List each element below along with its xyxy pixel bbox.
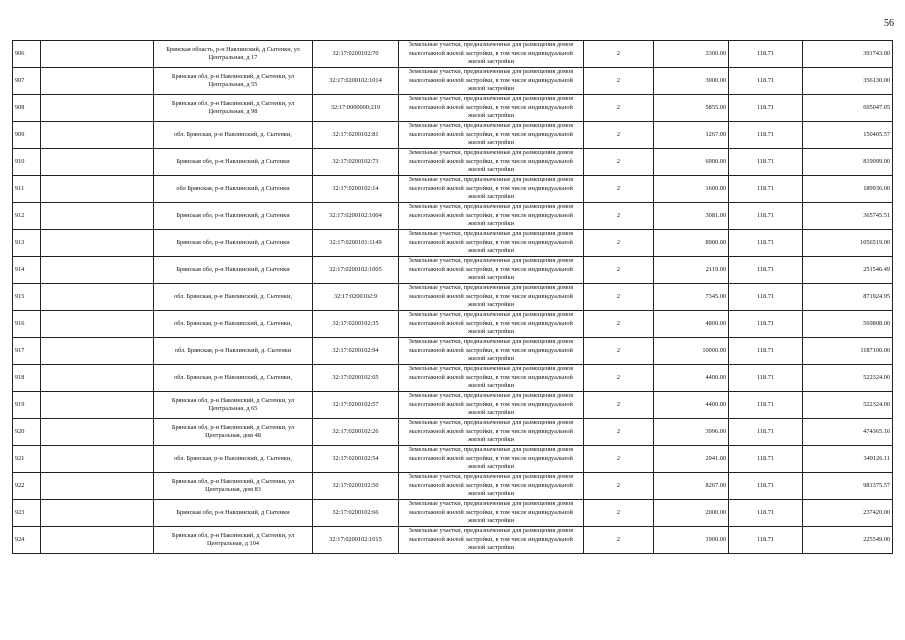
spacer-cell xyxy=(41,203,154,230)
table-row xyxy=(13,473,893,500)
cadastral-number-cell: 32:17:0200102:73 xyxy=(313,149,399,176)
spacer-cell xyxy=(41,176,154,203)
rate-cell: 118.71 xyxy=(729,338,803,365)
area-cell: 4400.00 xyxy=(654,392,729,419)
row-number-cell: 912 xyxy=(13,203,41,230)
address-cell: Брянская область, р-н Навлинский, д Сытенки, ул Центральная, д 17 xyxy=(154,41,313,68)
land-use-cell: Земельные участки, предназначенные для размещения домов малоэтажной жилой застройки, в том числе индивидуальной жилой застройки xyxy=(399,284,584,311)
cadastral-cost-cell: 356130.00 xyxy=(803,68,893,95)
table-row xyxy=(13,41,893,68)
row-number-cell: 913 xyxy=(13,230,41,257)
rate-cell: 118.71 xyxy=(729,95,803,122)
spacer-cell xyxy=(41,122,154,149)
table-row xyxy=(13,365,893,392)
category-cell: 2 xyxy=(584,419,654,446)
land-use-cell: Земельные участки, предназначенные для размещения домов малоэтажной жилой застройки, в том числе индивидуальной жилой застройки xyxy=(399,68,584,95)
spacer-cell xyxy=(41,365,154,392)
area-cell: 3081.00 xyxy=(654,203,729,230)
address-cell: обл. Брянская, р-н Навлинский, д. Сытенки, xyxy=(154,284,313,311)
area-cell: 4800.00 xyxy=(654,311,729,338)
row-number-cell: 911 xyxy=(13,176,41,203)
address-cell: Брянская обл, р-н Навлинский, д Сытенки xyxy=(154,500,313,527)
land-use-cell: Земельные участки, предназначенные для размещения домов малоэтажной жилой застройки, в том числе индивидуальной жилой застройки xyxy=(399,95,584,122)
cadastral-cost-cell: 871924.95 xyxy=(803,284,893,311)
land-use-cell: Земельные участки, предназначенные для размещения домов малоэтажной жилой застройки, в том числе индивидуальной жилой застройки xyxy=(399,203,584,230)
row-number-cell: 906 xyxy=(13,41,41,68)
land-use-cell: Земельные участки, предназначенные для размещения домов малоэтажной жилой застройки, в том числе индивидуальной жилой застройки xyxy=(399,41,584,68)
cadastral-number-cell: 32:17:0200102:65 xyxy=(313,365,399,392)
cadastral-cost-cell: 474365.16 xyxy=(803,419,893,446)
spacer-cell xyxy=(41,527,154,554)
category-cell: 2 xyxy=(584,257,654,284)
table-row xyxy=(13,446,893,473)
category-cell: 2 xyxy=(584,338,654,365)
cadastral-number-cell: 32:17:0200102:94 xyxy=(313,338,399,365)
area-cell: 5855.00 xyxy=(654,95,729,122)
cadastral-cost-cell: 522324.00 xyxy=(803,365,893,392)
cadastral-cost-cell: 365745.51 xyxy=(803,203,893,230)
spacer-cell xyxy=(41,392,154,419)
row-number-cell: 921 xyxy=(13,446,41,473)
land-use-cell: Земельные участки, предназначенные для размещения домов малоэтажной жилой застройки, в том числе индивидуальной жилой застройки xyxy=(399,122,584,149)
rate-cell: 118.71 xyxy=(729,203,803,230)
row-number-cell: 918 xyxy=(13,365,41,392)
land-use-cell: Земельные участки, предназначенные для размещения домов малоэтажной жилой застройки, в том числе индивидуальной жилой застройки xyxy=(399,365,584,392)
table-row xyxy=(13,176,893,203)
address-cell: Брянская обл, р-н Навлинский, д Сытенки, ул Центральная, дом 48 xyxy=(154,419,313,446)
rate-cell: 118.71 xyxy=(729,527,803,554)
rate-cell: 118.71 xyxy=(729,473,803,500)
address-cell: Брянская обл, р-н Навлинский, д Сытенки, ул Центральная, д 98 xyxy=(154,95,313,122)
land-use-cell: Земельные участки, предназначенные для размещения домов малоэтажной жилой застройки, в том числе индивидуальной жилой застройки xyxy=(399,311,584,338)
cadastral-cost-cell: 1056519.00 xyxy=(803,230,893,257)
cadastral-cost-cell: 189936.00 xyxy=(803,176,893,203)
table-row xyxy=(13,122,893,149)
row-number-cell: 908 xyxy=(13,95,41,122)
cadastral-cost-cell: 981375.57 xyxy=(803,473,893,500)
land-use-cell: Земельные участки, предназначенные для размещения домов малоэтажной жилой застройки, в том числе индивидуальной жилой застройки xyxy=(399,500,584,527)
spacer-cell xyxy=(41,311,154,338)
table-row xyxy=(13,230,893,257)
land-use-cell: Земельные участки, предназначенные для размещения домов малоэтажной жилой застройки, в том числе индивидуальной жилой застройки xyxy=(399,527,584,554)
page-number: 56 xyxy=(884,18,894,29)
cadastral-number-cell: 32:17:0200102:70 xyxy=(313,41,399,68)
row-number-cell: 907 xyxy=(13,68,41,95)
address-cell: Брянская обл, р-н Навлинский, д Сытенки, ул Центральная, дом 83 xyxy=(154,473,313,500)
row-number-cell: 914 xyxy=(13,257,41,284)
row-number-cell: 910 xyxy=(13,149,41,176)
area-cell: 3300.00 xyxy=(654,41,729,68)
cadastral-cost-cell: 819099.00 xyxy=(803,149,893,176)
row-number-cell: 924 xyxy=(13,527,41,554)
row-number-cell: 923 xyxy=(13,500,41,527)
category-cell: 2 xyxy=(584,203,654,230)
table-row xyxy=(13,149,893,176)
area-cell: 4400.00 xyxy=(654,365,729,392)
land-use-cell: Земельные участки, предназначенные для размещения домов малоэтажной жилой застройки, в том числе индивидуальной жилой застройки xyxy=(399,257,584,284)
rate-cell: 118.71 xyxy=(729,311,803,338)
spacer-cell xyxy=(41,500,154,527)
cadastral-number-cell: 32:17:0200102:26 xyxy=(313,419,399,446)
cadastral-number-cell: 32:17:0000000:219 xyxy=(313,95,399,122)
cadastral-cost-cell: 349126.11 xyxy=(803,446,893,473)
address-cell: Брянская обл, р-н Навлинский, д Сытенки, ул Центральная, д 55 xyxy=(154,68,313,95)
area-cell: 1900.00 xyxy=(654,527,729,554)
area-cell: 2119.00 xyxy=(654,257,729,284)
rate-cell: 118.71 xyxy=(729,176,803,203)
rate-cell: 118.71 xyxy=(729,446,803,473)
spacer-cell xyxy=(41,68,154,95)
land-use-cell: Земельные участки, предназначенные для размещения домов малоэтажной жилой застройки, в том числе индивидуальной жилой застройки xyxy=(399,473,584,500)
spacer-cell xyxy=(41,257,154,284)
table-row xyxy=(13,257,893,284)
address-cell: обл. Брянская, р-н Навлинский, д. Сытенки xyxy=(154,338,313,365)
area-cell: 1600.00 xyxy=(654,176,729,203)
area-cell: 1267.00 xyxy=(654,122,729,149)
category-cell: 2 xyxy=(584,392,654,419)
land-use-cell: Земельные участки, предназначенные для размещения домов малоэтажной жилой застройки, в том числе индивидуальной жилой застройки xyxy=(399,230,584,257)
address-cell: Брянская обл, р-н Навлинский, д Сытенки xyxy=(154,230,313,257)
category-cell: 2 xyxy=(584,527,654,554)
address-cell: обл. Брянская, р-н Навлинский, д. Сытенки, xyxy=(154,311,313,338)
cadastral-cost-cell: 251546.49 xyxy=(803,257,893,284)
rate-cell: 118.71 xyxy=(729,284,803,311)
table-row xyxy=(13,392,893,419)
table-row xyxy=(13,500,893,527)
area-cell: 2941.00 xyxy=(654,446,729,473)
cadastral-number-cell: 32:17:0200102:14 xyxy=(313,176,399,203)
cadastral-cost-cell: 225549.00 xyxy=(803,527,893,554)
table-row xyxy=(13,527,893,554)
area-cell: 10000.00 xyxy=(654,338,729,365)
cadastral-number-cell: 32:17:0200102:1005 xyxy=(313,257,399,284)
land-use-cell: Земельные участки, предназначенные для размещения домов малоэтажной жилой застройки, в том числе индивидуальной жилой застройки xyxy=(399,149,584,176)
category-cell: 2 xyxy=(584,311,654,338)
cadastral-number-cell: 32:17:0200102:57 xyxy=(313,392,399,419)
table-body xyxy=(13,41,893,554)
rate-cell: 118.71 xyxy=(729,392,803,419)
category-cell: 2 xyxy=(584,176,654,203)
table-row xyxy=(13,311,893,338)
address-cell: Брянская обл, р-н Навлинский, д Сытенки xyxy=(154,203,313,230)
category-cell: 2 xyxy=(584,446,654,473)
table-row xyxy=(13,203,893,230)
rate-cell: 118.71 xyxy=(729,41,803,68)
land-use-cell: Земельные участки, предназначенные для размещения домов малоэтажной жилой застройки, в том числе индивидуальной жилой застройки xyxy=(399,392,584,419)
spacer-cell xyxy=(41,338,154,365)
row-number-cell: 915 xyxy=(13,284,41,311)
spacer-cell xyxy=(41,230,154,257)
table-row xyxy=(13,284,893,311)
address-cell: Брянская обл, р-н Навлинский, д Сытенки xyxy=(154,257,313,284)
cadastral-number-cell: 32:17:0200102:50 xyxy=(313,473,399,500)
table-row xyxy=(13,95,893,122)
address-cell: обл. Брянская, р-н Навлинский, д. Сытенки, xyxy=(154,365,313,392)
table-row xyxy=(13,338,893,365)
address-cell: Брянская обл, р-н Навлинский, д Сытенки, ул Центральная, д 104 xyxy=(154,527,313,554)
rate-cell: 118.71 xyxy=(729,230,803,257)
cadastral-number-cell: 32:17:0200102:1014 xyxy=(313,68,399,95)
cadastral-cost-cell: 695047.05 xyxy=(803,95,893,122)
table-row xyxy=(13,419,893,446)
rate-cell: 118.71 xyxy=(729,68,803,95)
land-registry-table xyxy=(12,40,893,554)
land-use-cell: Земельные участки, предназначенные для размещения домов малоэтажной жилой застройки, в том числе индивидуальной жилой застройки xyxy=(399,176,584,203)
cadastral-cost-cell: 569808.00 xyxy=(803,311,893,338)
rate-cell: 118.71 xyxy=(729,500,803,527)
category-cell: 2 xyxy=(584,500,654,527)
area-cell: 8267.00 xyxy=(654,473,729,500)
category-cell: 2 xyxy=(584,95,654,122)
cadastral-cost-cell: 237420.00 xyxy=(803,500,893,527)
row-number-cell: 922 xyxy=(13,473,41,500)
category-cell: 2 xyxy=(584,365,654,392)
cadastral-number-cell: 32:17:0200102:54 xyxy=(313,446,399,473)
address-cell: Брянская обл, р-н Навлинский, д Сытенки, ул Центральная, д 65 xyxy=(154,392,313,419)
category-cell: 2 xyxy=(584,473,654,500)
spacer-cell xyxy=(41,41,154,68)
cadastral-number-cell: 32:17:0200101:1149 xyxy=(313,230,399,257)
category-cell: 2 xyxy=(584,41,654,68)
cadastral-number-cell: 32:17:0200102:1015 xyxy=(313,527,399,554)
spacer-cell xyxy=(41,149,154,176)
category-cell: 2 xyxy=(584,68,654,95)
rate-cell: 118.71 xyxy=(729,149,803,176)
cadastral-cost-cell: 150405.57 xyxy=(803,122,893,149)
area-cell: 2000.00 xyxy=(654,500,729,527)
spacer-cell xyxy=(41,473,154,500)
category-cell: 2 xyxy=(584,122,654,149)
table-row xyxy=(13,68,893,95)
land-use-cell: Земельные участки, предназначенные для размещения домов малоэтажной жилой застройки, в том числе индивидуальной жилой застройки xyxy=(399,419,584,446)
cadastral-number-cell: 32:17:0200102:81 xyxy=(313,122,399,149)
rate-cell: 118.71 xyxy=(729,419,803,446)
category-cell: 2 xyxy=(584,149,654,176)
land-use-cell: Земельные участки, предназначенные для размещения домов малоэтажной жилой застройки, в том числе индивидуальной жилой застройки xyxy=(399,446,584,473)
cadastral-number-cell: 32:17:0200102:9 xyxy=(313,284,399,311)
address-cell: обл. Брянская, р-н Навлинский, д. Сытенки, xyxy=(154,446,313,473)
spacer-cell xyxy=(41,284,154,311)
spacer-cell xyxy=(41,446,154,473)
rate-cell: 118.71 xyxy=(729,122,803,149)
area-cell: 3996.00 xyxy=(654,419,729,446)
cadastral-number-cell: 32:17:0200102:1004 xyxy=(313,203,399,230)
area-cell: 6900.00 xyxy=(654,149,729,176)
rate-cell: 118.71 xyxy=(729,257,803,284)
address-cell: Брянская обл, р-н Навлинский, д Сытенки xyxy=(154,149,313,176)
row-number-cell: 909 xyxy=(13,122,41,149)
area-cell: 3000.00 xyxy=(654,68,729,95)
address-cell: обл. Брянская, р-н Навлинский, д. Сытенки, xyxy=(154,122,313,149)
cadastral-cost-cell: 522324.00 xyxy=(803,392,893,419)
category-cell: 2 xyxy=(584,284,654,311)
row-number-cell: 919 xyxy=(13,392,41,419)
cadastral-number-cell: 32:17:0200102:66 xyxy=(313,500,399,527)
area-cell: 8900.00 xyxy=(654,230,729,257)
row-number-cell: 917 xyxy=(13,338,41,365)
cadastral-cost-cell: 391743.00 xyxy=(803,41,893,68)
cadastral-number-cell: 32:17:0200102:35 xyxy=(313,311,399,338)
cadastral-cost-cell: 1187100.00 xyxy=(803,338,893,365)
land-use-cell: Земельные участки, предназначенные для размещения домов малоэтажной жилой застройки, в том числе индивидуальной жилой застройки xyxy=(399,338,584,365)
spacer-cell xyxy=(41,95,154,122)
spacer-cell xyxy=(41,419,154,446)
rate-cell: 118.71 xyxy=(729,365,803,392)
address-cell: обл Брянская, р-н Навлинский, д Сытенки xyxy=(154,176,313,203)
category-cell: 2 xyxy=(584,230,654,257)
row-number-cell: 920 xyxy=(13,419,41,446)
row-number-cell: 916 xyxy=(13,311,41,338)
area-cell: 7345.00 xyxy=(654,284,729,311)
